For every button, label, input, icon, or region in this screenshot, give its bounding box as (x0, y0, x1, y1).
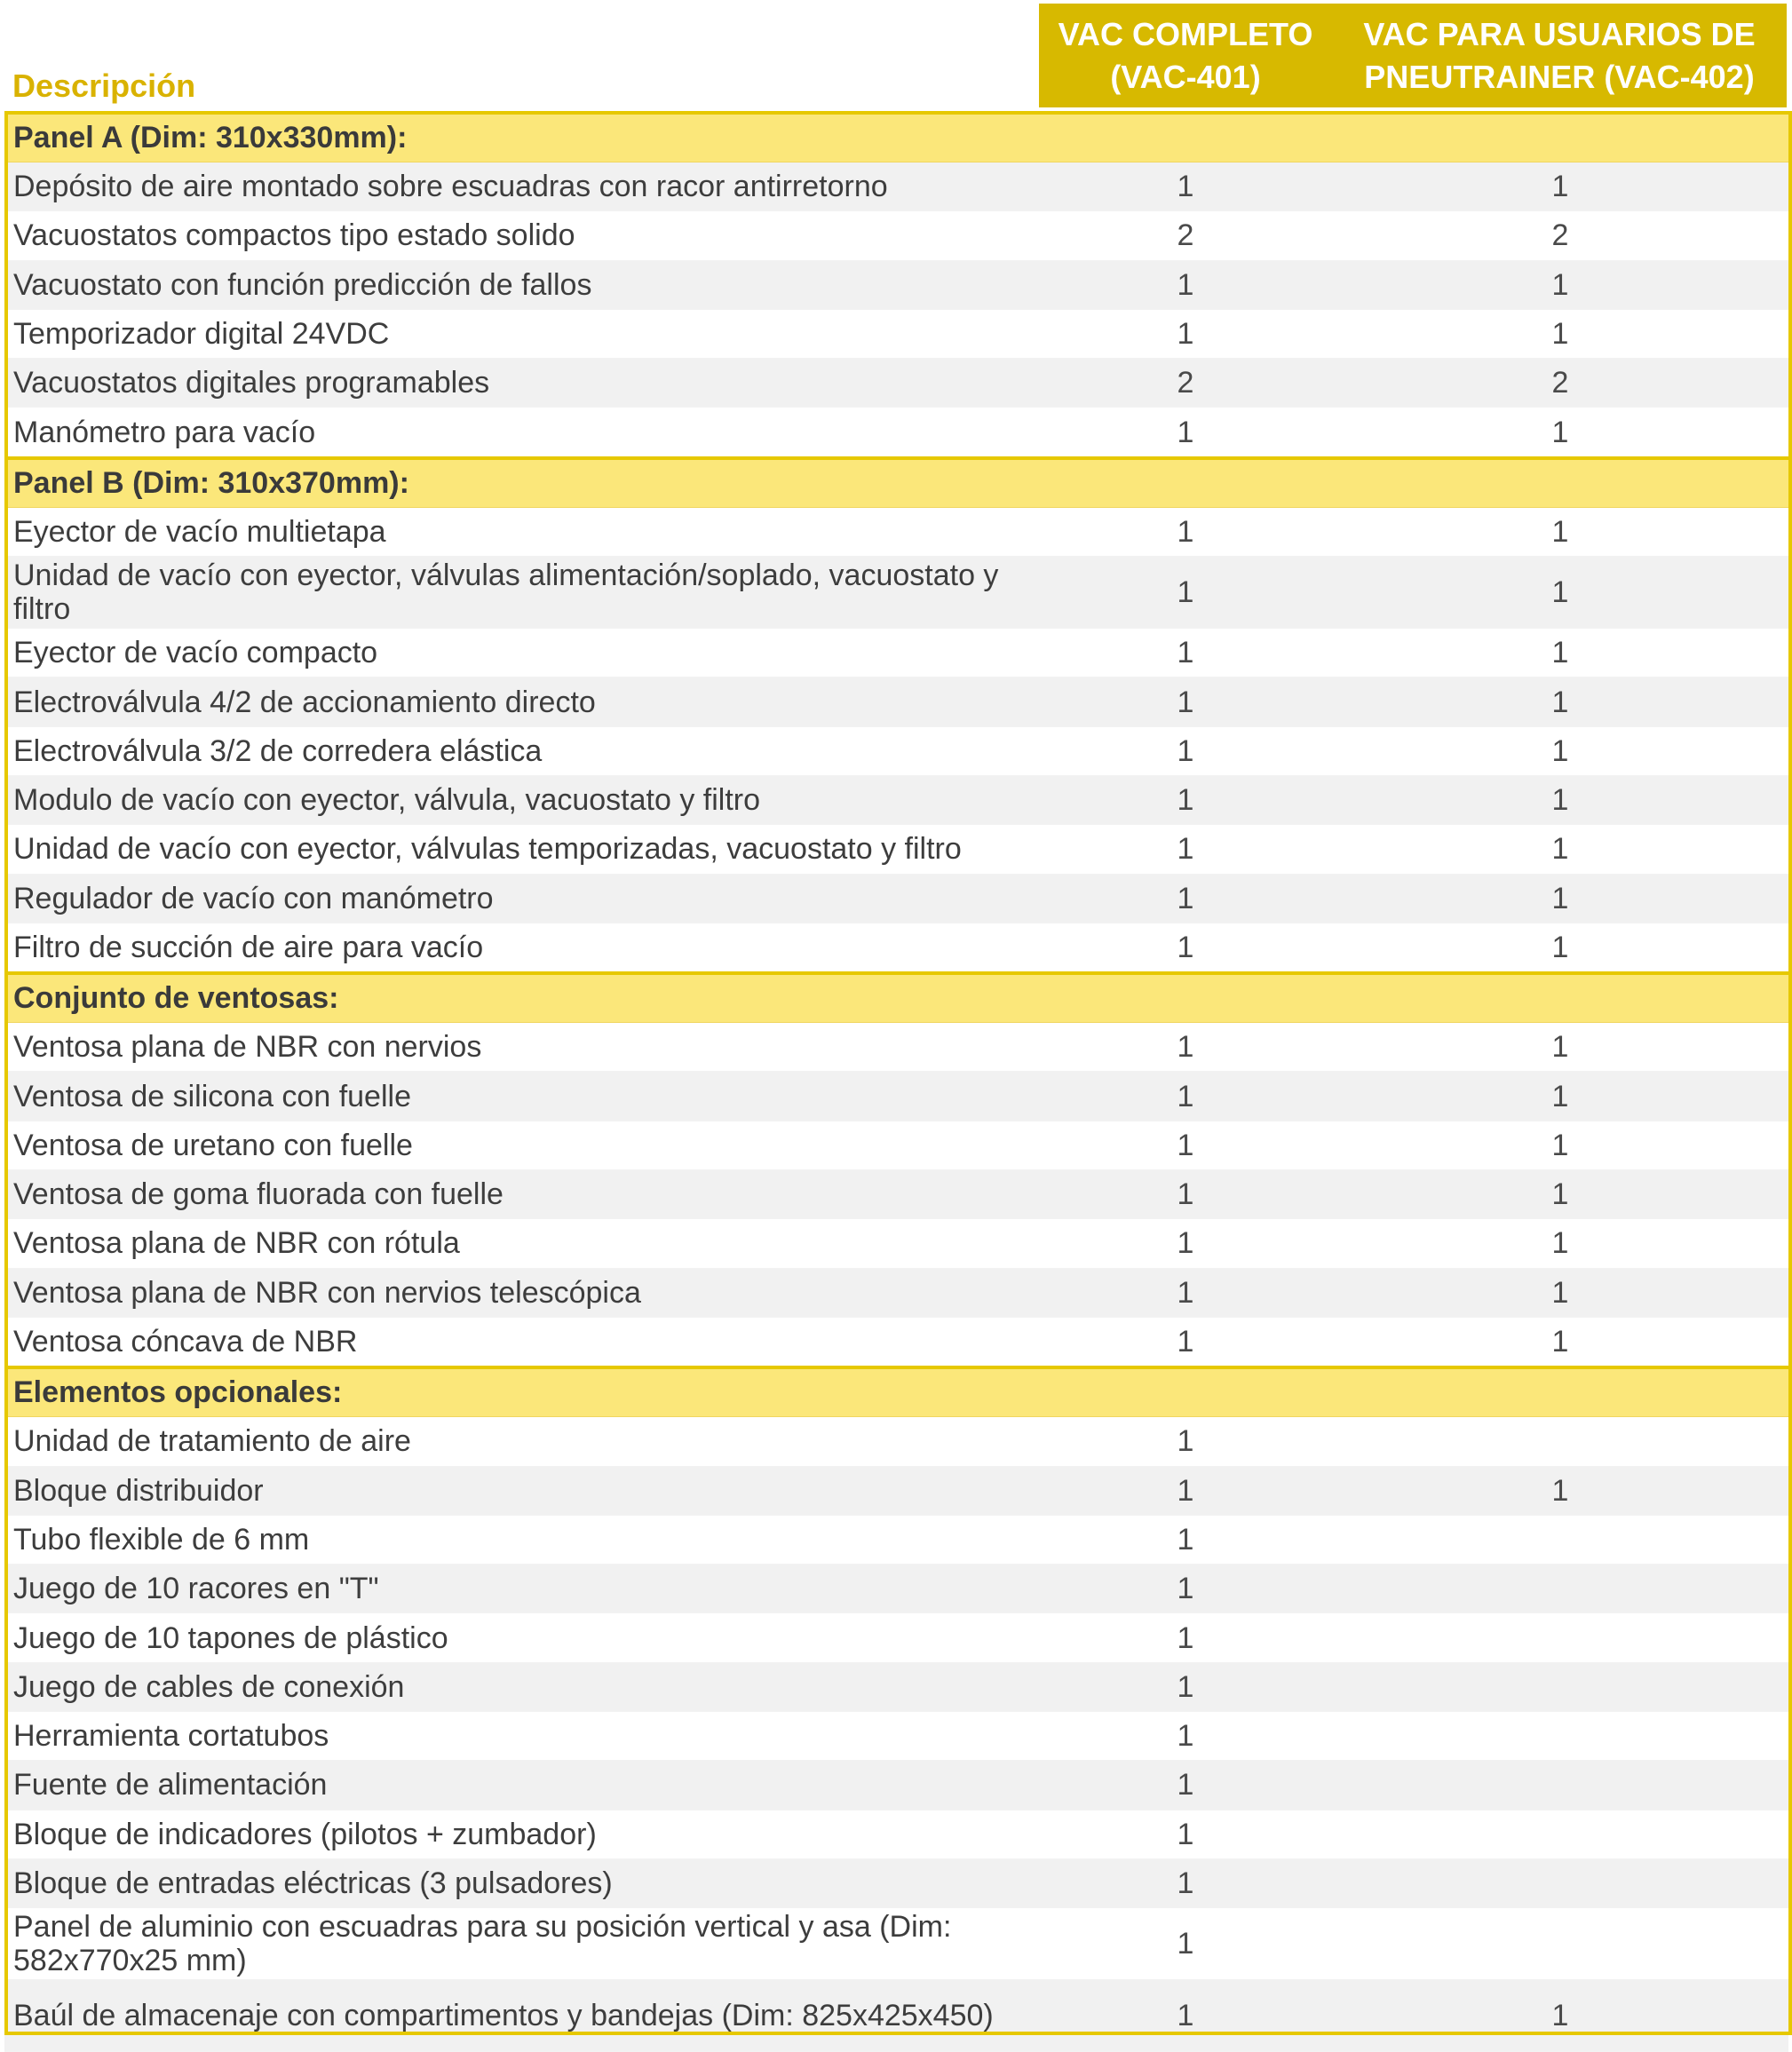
vac402-quantity: 1 (1332, 557, 1788, 629)
vac401-quantity: 1 (1039, 1072, 1332, 1121)
row-description: Unidad de vacío con eyector, válvulas alimentación/soplado, vacuostato y filtro (4, 557, 1039, 629)
table-row (4, 629, 1788, 677)
vac401-quantity: 1 (1039, 309, 1332, 358)
row-description: Ventosa de silicona con fuelle (4, 1072, 1039, 1121)
vac401-quantity: 1 (1039, 923, 1332, 973)
vac402-quantity: 1 (1332, 874, 1788, 923)
row-description: Regulador de vacío con manómetro (4, 874, 1039, 923)
table-row (4, 1170, 1788, 1219)
vac402-quantity (1332, 1662, 1788, 1711)
vac401-quantity: 1 (1039, 1268, 1332, 1317)
vac402-quantity: 1 (1332, 726, 1788, 775)
vac401-quantity: 1 (1039, 1858, 1332, 1907)
vac401-quantity: 1 (1039, 1980, 1332, 2052)
table-row (4, 309, 1788, 358)
section-title: Panel B (Dim: 310x370mm): (4, 458, 1788, 508)
row-description: Juego de cables de conexión (4, 1662, 1039, 1711)
components-table-body (4, 113, 1788, 2052)
table-row (4, 507, 1788, 556)
vac402-quantity: 1 (1332, 1980, 1788, 2052)
row-description: Baúl de almacenaje con compartimentos y bandejas (Dim: 825x425x450) (4, 1980, 1039, 2052)
table-row (4, 408, 1788, 458)
table-row (4, 1761, 1788, 1810)
table-row (4, 874, 1788, 923)
row-description: Bloque de indicadores (pilotos + zumbador) (4, 1810, 1039, 1858)
table-row (4, 1712, 1788, 1761)
description-column-header: Descripción (12, 67, 196, 104)
vac402-quantity: 1 (1332, 1219, 1788, 1268)
vac401-quantity: 1 (1039, 1170, 1332, 1219)
table-row (4, 1268, 1788, 1317)
row-description: Vacuostatos digitales programables (4, 359, 1039, 408)
vac401-quantity: 1 (1039, 408, 1332, 458)
vac402-quantity (1332, 1613, 1788, 1662)
row-description: Tubo flexible de 6 mm (4, 1515, 1039, 1564)
vac402-quantity (1332, 1417, 1788, 1466)
vac402-quantity: 1 (1332, 1072, 1788, 1121)
row-description: Bloque de entradas eléctricas (3 pulsadores) (4, 1858, 1039, 1907)
table-header (0, 0, 1792, 111)
vac401-quantity: 1 (1039, 825, 1332, 874)
vac401-quantity: 1 (1039, 1712, 1332, 1761)
vac402-quantity: 1 (1332, 260, 1788, 309)
vac401-quantity: 1 (1039, 162, 1332, 211)
vac401-quantity: 1 (1039, 1317, 1332, 1367)
vac401-quantity: 1 (1039, 677, 1332, 726)
vac401-quantity: 1 (1039, 1121, 1332, 1169)
section-header-row (4, 1367, 1788, 1417)
vac401-quantity: 1 (1039, 629, 1332, 677)
row-description: Herramienta cortatubos (4, 1712, 1039, 1761)
vac401-quantity: 1 (1039, 1466, 1332, 1515)
table-row (4, 1219, 1788, 1268)
table-row (4, 557, 1788, 629)
vac401-quantity: 1 (1039, 507, 1332, 556)
table-row (4, 1121, 1788, 1169)
vac401-quantity: 1 (1039, 1023, 1332, 1072)
vac401-quantity: 1 (1039, 874, 1332, 923)
row-description: Juego de 10 racores en "T" (4, 1565, 1039, 1613)
vac402-quantity: 1 (1332, 1121, 1788, 1169)
vac402-quantity: 1 (1332, 507, 1788, 556)
table-row (4, 162, 1788, 211)
vac401-quantity: 2 (1039, 359, 1332, 408)
table-row (4, 1980, 1788, 2052)
row-description: Unidad de tratamiento de aire (4, 1417, 1039, 1466)
vac401-quantity: 1 (1039, 726, 1332, 775)
section-title: Conjunto de ventosas: (4, 973, 1788, 1023)
vac402-quantity: 1 (1332, 923, 1788, 973)
vac401-quantity: 1 (1039, 1565, 1332, 1613)
table-row (4, 359, 1788, 408)
table-row (4, 211, 1788, 260)
vac401-quantity: 1 (1039, 260, 1332, 309)
vac402-quantity: 1 (1332, 408, 1788, 458)
row-description: Filtro de succión de aire para vacío (4, 923, 1039, 973)
vac401-quantity: 1 (1039, 1515, 1332, 1564)
vac402-quantity: 1 (1332, 1466, 1788, 1515)
vac402-quantity: 1 (1332, 1317, 1788, 1367)
row-description: Vacuostato con función predicción de fallos (4, 260, 1039, 309)
row-description: Electroválvula 3/2 de corredera elástica (4, 726, 1039, 775)
vac401-quantity: 2 (1039, 211, 1332, 260)
row-description: Modulo de vacío con eyector, válvula, vacuostato y filtro (4, 775, 1039, 824)
vac402-quantity (1332, 1761, 1788, 1810)
vac402-quantity: 1 (1332, 775, 1788, 824)
vac402-quantity (1332, 1810, 1788, 1858)
vac402-quantity (1332, 1858, 1788, 1907)
table-row (4, 1023, 1788, 1072)
vac402-quantity: 1 (1332, 1170, 1788, 1219)
table-row (4, 1858, 1788, 1907)
row-description: Ventosa plana de NBR con rótula (4, 1219, 1039, 1268)
row-description: Bloque distribuidor (4, 1466, 1039, 1515)
vac402-quantity: 1 (1332, 309, 1788, 358)
table-row (4, 1662, 1788, 1711)
row-description: Ventosa de goma fluorada con fuelle (4, 1170, 1039, 1219)
row-description: Eyector de vacío multietapa (4, 507, 1039, 556)
table-row (4, 1613, 1788, 1662)
table-row (4, 1072, 1788, 1121)
row-description: Ventosa de uretano con fuelle (4, 1121, 1039, 1169)
vac402-column-header: VAC PARA USUARIOS DE PNEUTRAINER (VAC-402) (1332, 4, 1787, 107)
table-row (4, 260, 1788, 309)
vac402-quantity: 1 (1332, 162, 1788, 211)
vac402-quantity: 1 (1332, 1023, 1788, 1072)
vac401-quantity: 1 (1039, 1761, 1332, 1810)
table-row (4, 923, 1788, 973)
table-row (4, 1908, 1788, 1980)
row-description: Ventosa plana de NBR con nervios telescópica (4, 1268, 1039, 1317)
table-row (4, 677, 1788, 726)
vac402-quantity: 1 (1332, 677, 1788, 726)
row-description: Panel de aluminio con escuadras para su posición vertical y asa (Dim: 582x770x25 mm) (4, 1908, 1039, 1980)
vac402-quantity: 1 (1332, 629, 1788, 677)
row-description: Fuente de alimentación (4, 1761, 1039, 1810)
table-row (4, 775, 1788, 824)
row-description: Vacuostatos compactos tipo estado solido (4, 211, 1039, 260)
row-description: Manómetro para vacío (4, 408, 1039, 458)
vac401-quantity: 1 (1039, 1613, 1332, 1662)
section-header-row (4, 113, 1788, 162)
section-title: Panel A (Dim: 310x330mm): (4, 113, 1788, 162)
row-description: Electroválvula 4/2 de accionamiento directo (4, 677, 1039, 726)
row-description: Eyector de vacío compacto (4, 629, 1039, 677)
section-header-row (4, 458, 1788, 508)
vac402-quantity: 1 (1332, 1268, 1788, 1317)
vac402-quantity (1332, 1712, 1788, 1761)
vac402-quantity (1332, 1515, 1788, 1564)
components-table (4, 111, 1788, 2052)
vac402-quantity: 2 (1332, 211, 1788, 260)
vac401-quantity: 1 (1039, 1219, 1332, 1268)
table-row (4, 726, 1788, 775)
vac401-column-header: VAC COMPLETO (VAC-401) (1039, 4, 1332, 107)
row-description: Depósito de aire montado sobre escuadras con racor antirretorno (4, 162, 1039, 211)
vac401-quantity: 1 (1039, 775, 1332, 824)
table-row (4, 1417, 1788, 1466)
row-description: Ventosa cóncava de NBR (4, 1317, 1039, 1367)
vac402-quantity (1332, 1908, 1788, 1980)
vac401-quantity: 1 (1039, 1810, 1332, 1858)
vac402-quantity: 2 (1332, 359, 1788, 408)
vac401-quantity: 1 (1039, 557, 1332, 629)
table-row (4, 1515, 1788, 1564)
table-row (4, 825, 1788, 874)
vac401-quantity: 1 (1039, 1662, 1332, 1711)
vac402-quantity: 1 (1332, 825, 1788, 874)
table-row (4, 1810, 1788, 1858)
row-description: Juego de 10 tapones de plástico (4, 1613, 1039, 1662)
section-title: Elementos opcionales: (4, 1367, 1788, 1417)
row-description: Temporizador digital 24VDC (4, 309, 1039, 358)
vac401-quantity: 1 (1039, 1908, 1332, 1980)
section-header-row (4, 973, 1788, 1023)
row-description: Unidad de vacío con eyector, válvulas temporizadas, vacuostato y filtro (4, 825, 1039, 874)
row-description: Ventosa plana de NBR con nervios (4, 1023, 1039, 1072)
vac402-quantity (1332, 1565, 1788, 1613)
table-row (4, 1317, 1788, 1367)
table-row (4, 1565, 1788, 1613)
table-row (4, 1466, 1788, 1515)
vac401-quantity: 1 (1039, 1417, 1332, 1466)
